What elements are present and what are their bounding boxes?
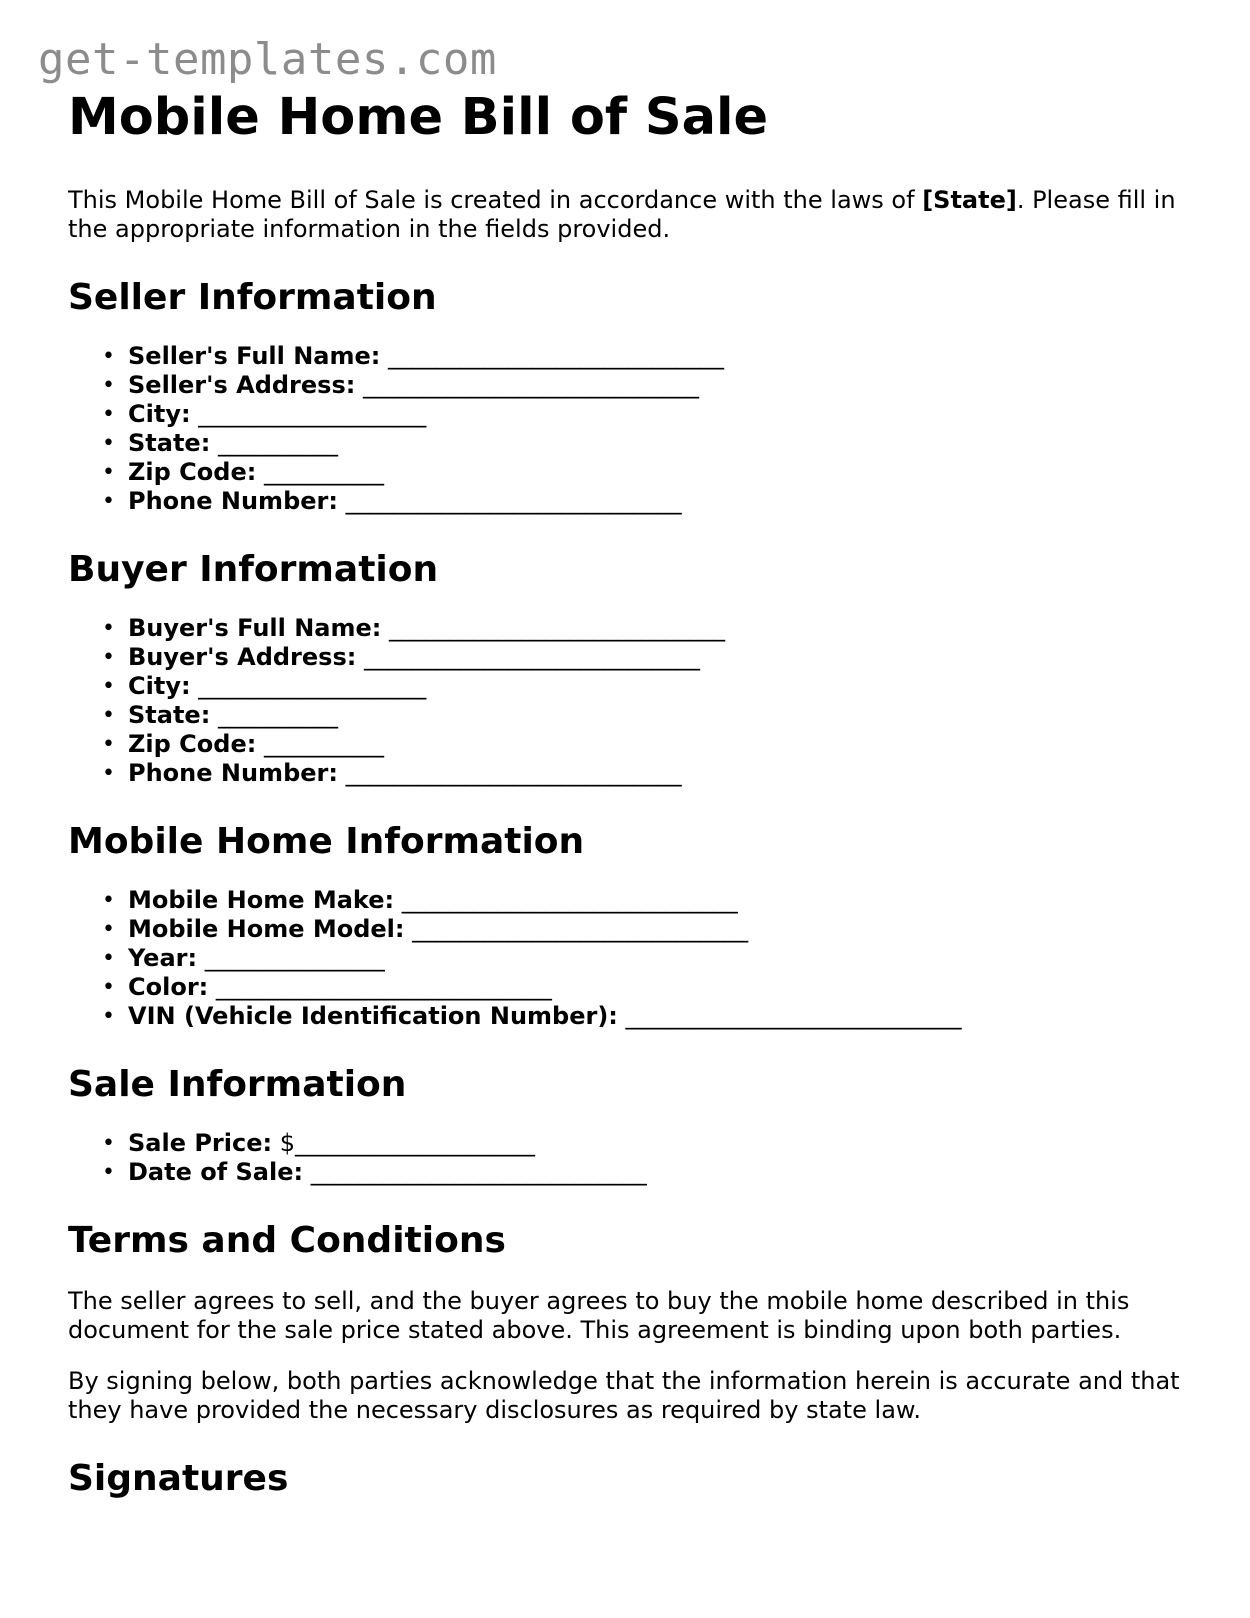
field-label: State: bbox=[128, 429, 211, 457]
field-label: Phone Number: bbox=[128, 487, 338, 515]
field-blank[interactable]: ____________________________ bbox=[394, 886, 738, 914]
field-label: Seller's Full Name: bbox=[128, 342, 381, 370]
field-blank[interactable]: ____________________________ bbox=[337, 759, 682, 787]
seller-zip-field[interactable] bbox=[102, 458, 1188, 487]
field-label: Buyer's Full Name: bbox=[128, 614, 382, 642]
field-blank[interactable]: ____________________________ bbox=[404, 915, 749, 943]
buyer-address-field[interactable] bbox=[102, 643, 1188, 672]
field-label: Date of Sale: bbox=[128, 1158, 304, 1186]
sale-heading: Sale Information bbox=[68, 1064, 407, 1105]
field-label: Zip Code: bbox=[128, 458, 257, 486]
buyer-zip-field[interactable] bbox=[102, 730, 1188, 759]
field-blank[interactable]: ____________________________ bbox=[337, 487, 682, 515]
seller-phone-field[interactable] bbox=[102, 487, 1188, 516]
seller-fields-list bbox=[68, 342, 1188, 516]
mobile-home-section bbox=[68, 820, 1188, 1031]
field-label: State: bbox=[128, 701, 211, 729]
buyer-fields-list bbox=[68, 614, 1188, 788]
field-label: VIN (Vehicle Identification Number): bbox=[128, 1002, 618, 1030]
buyer-full-name-field[interactable] bbox=[102, 614, 1188, 643]
buyer-section bbox=[68, 548, 1188, 788]
field-label: Year: bbox=[128, 944, 198, 972]
terms-section bbox=[68, 1219, 1188, 1425]
state-placeholder: [State] bbox=[922, 186, 1017, 214]
field-label: Sale Price: bbox=[128, 1129, 273, 1157]
field-blank[interactable]: ____________________________ bbox=[617, 1002, 962, 1030]
field-blank[interactable]: $____________________ bbox=[272, 1129, 535, 1157]
field-blank[interactable]: ____________________________ bbox=[303, 1158, 647, 1186]
field-label: Mobile Home Model: bbox=[128, 915, 405, 943]
buyer-state-field[interactable] bbox=[102, 701, 1188, 730]
field-label: Seller's Address: bbox=[128, 371, 356, 399]
field-label: Phone Number: bbox=[128, 759, 338, 787]
sale-section bbox=[68, 1063, 1188, 1187]
field-label: Zip Code: bbox=[128, 730, 257, 758]
seller-city-field[interactable] bbox=[102, 400, 1188, 429]
field-blank[interactable]: ____________________________ bbox=[356, 643, 700, 671]
seller-state-field[interactable] bbox=[102, 429, 1188, 458]
buyer-city-field[interactable] bbox=[102, 672, 1188, 701]
field-blank[interactable]: ____________________________ bbox=[381, 614, 726, 642]
field-blank[interactable]: ____________________________ bbox=[208, 973, 552, 1001]
terms-paragraph-acknowledgement: By signing below, both parties acknowledge that the information herein is accurate and that they have provided the necessary disclosures as required by state law. bbox=[68, 1367, 1180, 1424]
watermark: get-templates.com bbox=[38, 34, 497, 85]
field-blank[interactable]: ____________________________ bbox=[355, 371, 699, 399]
field-blank[interactable]: __________ bbox=[256, 458, 384, 486]
field-label: Buyer's Address: bbox=[128, 643, 357, 671]
intro-text-before: This Mobile Home Bill of Sale is created in accordance with the laws of bbox=[68, 186, 923, 214]
mobile-home-fields-list bbox=[68, 886, 1188, 1031]
field-label: City: bbox=[128, 400, 191, 428]
field-blank[interactable]: ___________________ bbox=[190, 400, 427, 428]
home-make-field[interactable] bbox=[102, 886, 1188, 915]
field-label: City: bbox=[128, 672, 191, 700]
document-title: Mobile Home Bill of Sale bbox=[68, 88, 769, 147]
field-label: Color: bbox=[128, 973, 209, 1001]
buyer-phone-field[interactable] bbox=[102, 759, 1188, 788]
seller-full-name-field[interactable] bbox=[102, 342, 1188, 371]
terms-heading: Terms and Conditions bbox=[68, 1220, 506, 1261]
seller-section bbox=[68, 276, 1188, 516]
seller-heading: Seller Information bbox=[68, 277, 437, 318]
field-blank[interactable]: __________ bbox=[210, 429, 338, 457]
field-blank[interactable]: __________ bbox=[210, 701, 338, 729]
signatures-section bbox=[68, 1457, 1188, 1501]
field-label: Mobile Home Make: bbox=[128, 886, 395, 914]
field-blank[interactable]: ____________________________ bbox=[380, 342, 725, 370]
home-vin-field[interactable] bbox=[102, 1002, 1188, 1031]
home-model-field[interactable] bbox=[102, 915, 1188, 944]
home-color-field[interactable] bbox=[102, 973, 1188, 1002]
buyer-heading: Buyer Information bbox=[68, 549, 439, 590]
sale-date-field[interactable] bbox=[102, 1158, 1188, 1187]
field-blank[interactable]: ___________________ bbox=[190, 672, 427, 700]
field-blank[interactable]: __________ bbox=[256, 730, 384, 758]
sale-fields-list bbox=[68, 1129, 1188, 1187]
seller-address-field[interactable] bbox=[102, 371, 1188, 400]
terms-paragraph-agreement: The seller agrees to sell, and the buyer agrees to buy the mobile home described in this document for the sale price stated above. This agreement is binding upon both parties. bbox=[68, 1287, 1130, 1344]
document-body bbox=[68, 86, 1188, 1501]
intro-paragraph bbox=[68, 186, 1188, 244]
home-year-field[interactable] bbox=[102, 944, 1188, 973]
sale-price-field[interactable] bbox=[102, 1129, 1188, 1158]
field-blank[interactable]: _______________ bbox=[197, 944, 385, 972]
signatures-heading: Signatures bbox=[68, 1458, 289, 1499]
mobile-home-heading: Mobile Home Information bbox=[68, 821, 585, 862]
intro-text-after: . Please fill in the appropriate information in the fields provided. bbox=[68, 186, 1176, 243]
